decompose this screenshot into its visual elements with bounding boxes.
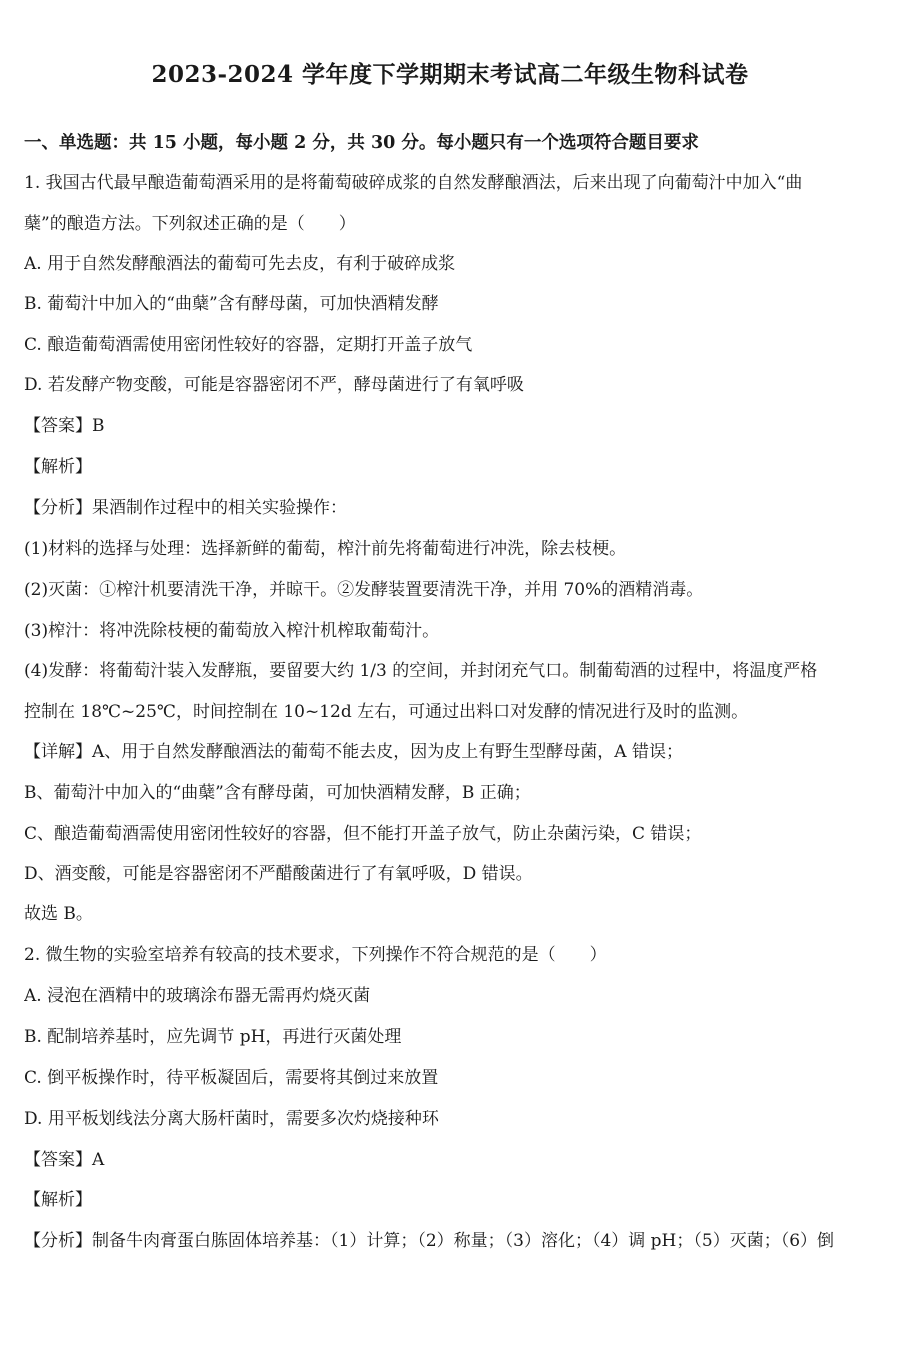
question-1-detail-a: 【详解】A、用于自然发酵酿酒法的葡萄不能去皮，因为皮上有野生型酵母菌，A 错误； (24, 742, 683, 762)
question-1-analysis-step-2: (2)灭菌：①榨汁机要清洗干净，并晾干。②发酵装置要清洗干净，并用 70%的酒精消毒。 (24, 580, 704, 600)
question-1-option-c: C. 酿造葡萄酒需使用密闭性较好的容器，定期打开盖子放气 (24, 335, 473, 355)
section-heading: 一、单选题：共 15 小题，每小题 2 分，共 30 分。每小题只有一个选项符合题目要求 (24, 133, 699, 153)
question-1-detail-d: D、酒变酸，可能是容器密闭不严醋酸菌进行了有氧呼吸，D 错误。 (24, 864, 533, 884)
question-1-analysis-step-4-line-1: (4)发酵：将葡萄汁装入发酵瓶，要留要大约 1/3 的空间，并封闭充气口。制葡萄酒的过程中，将温度严格 (24, 661, 818, 681)
question-2-option-c: C. 倒平板操作时，待平板凝固后，需要将其倒过来放置 (24, 1068, 439, 1088)
question-1-stem-line-1: 1. 我国古代最早酿造葡萄酒采用的是将葡萄破碎成浆的自然发酵酿酒法，后来出现了向葡萄汁中加入“曲 (24, 173, 803, 193)
exam-title: 2023-2024 学年度下学期期末考试高二年级生物科试卷 (151, 61, 749, 88)
question-2-option-a: A. 浸泡在酒精中的玻璃涂布器无需再灼烧灭菌 (24, 986, 371, 1006)
question-2-stem: 2. 微生物的实验室培养有较高的技术要求，下列操作不符合规范的是（ ） (24, 945, 607, 965)
question-1-answer: 【答案】B (24, 416, 105, 436)
question-1-analysis-intro: 【分析】果酒制作过程中的相关实验操作： (24, 498, 347, 518)
question-1-detail-c: C、酿造葡萄酒需使用密闭性较好的容器，但不能打开盖子放气，防止杂菌污染，C 错误； (24, 824, 702, 844)
question-1-option-a: A. 用于自然发酵酿酒法的葡萄可先去皮，有利于破碎成浆 (24, 254, 456, 274)
question-1-analysis-step-3: (3)榨汁：将冲洗除枝梗的葡萄放入榨汁机榨取葡萄汁。 (24, 621, 440, 641)
question-2-option-b: B. 配制培养基时，应先调节 pH，再进行灭菌处理 (24, 1027, 402, 1047)
question-1-analysis-label: 【解析】 (24, 457, 92, 477)
question-1-option-b: B. 葡萄汁中加入的“曲蘖”含有酵母菌，可加快酒精发酵 (24, 294, 439, 314)
question-2-analysis-intro: 【分析】制备牛肉膏蛋白胨固体培养基：（1）计算；（2）称量；（3）溶化；（4）调 pH；（5）灭菌；（6）倒 (24, 1231, 835, 1251)
question-1-detail-b: B、葡萄汁中加入的“曲蘖”含有酵母菌，可加快酒精发酵，B 正确； (24, 783, 531, 803)
question-1-stem-line-2: 蘖”的酿造方法。下列叙述正确的是（ ） (24, 214, 356, 234)
question-1-conclusion: 故选 B。 (24, 904, 93, 924)
question-2-option-d: D. 用平板划线法分离大肠杆菌时，需要多次灼烧接种环 (24, 1109, 439, 1129)
question-1-analysis-step-1: (1)材料的选择与处理：选择新鲜的葡萄，榨汁前先将葡萄进行冲洗，除去枝梗。 (24, 539, 627, 559)
question-2-answer: 【答案】A (24, 1150, 105, 1170)
question-1-option-d: D. 若发酵产物变酸，可能是容器密闭不严，酵母菌进行了有氧呼吸 (24, 375, 524, 395)
question-2-analysis-label: 【解析】 (24, 1190, 92, 1210)
question-1-analysis-step-4-line-2: 控制在 18℃~25℃，时间控制在 10~12d 左右，可通过出料口对发酵的情况进行及时的监测。 (24, 702, 749, 722)
